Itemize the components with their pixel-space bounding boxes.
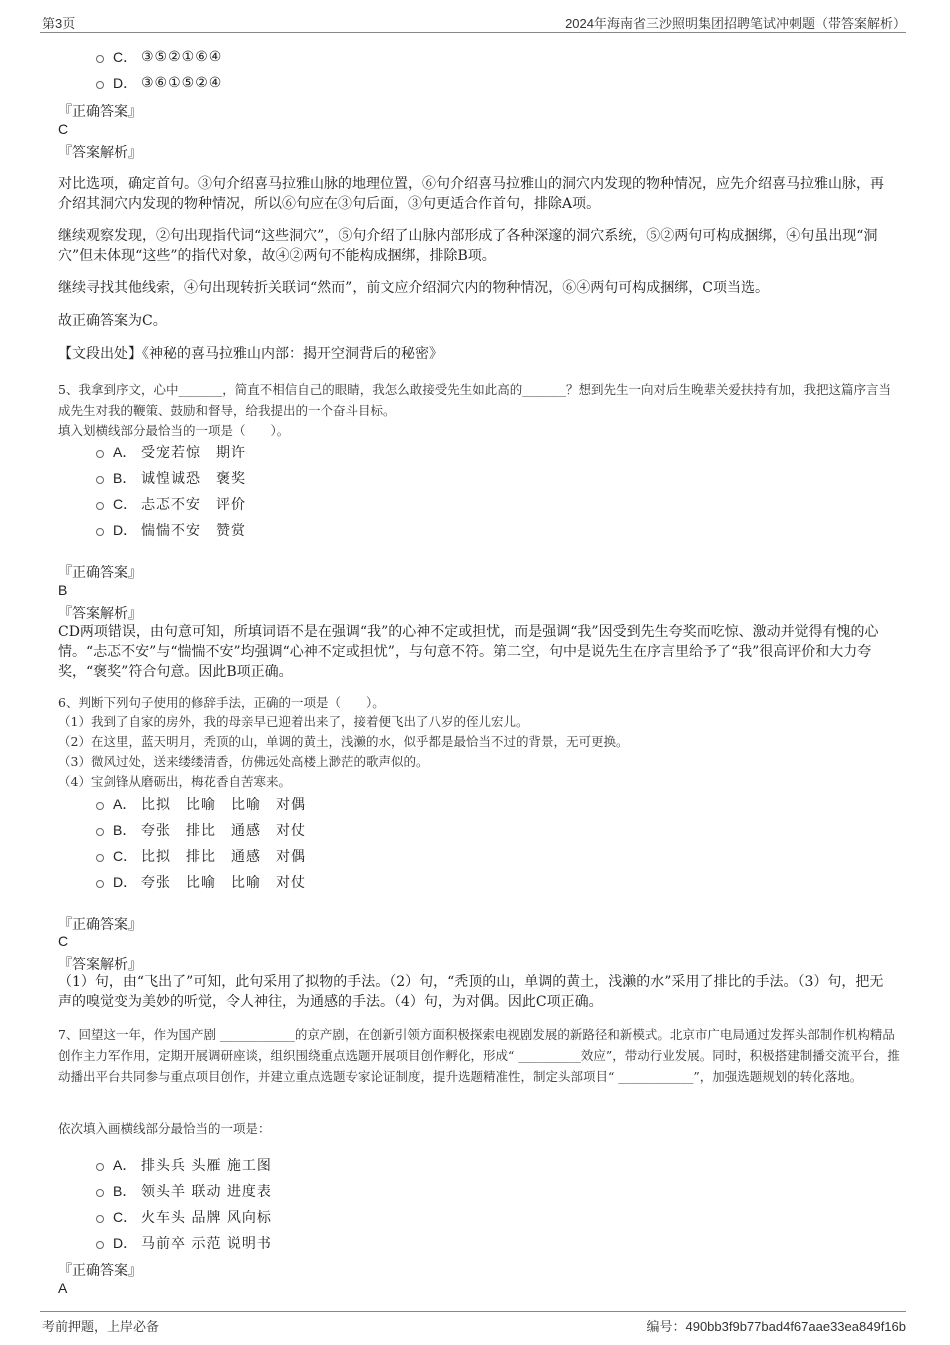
radio-icon[interactable] xyxy=(96,502,104,510)
q5-option-a[interactable]: A． 受宠若惊 期许 xyxy=(96,442,246,462)
radio-icon[interactable] xyxy=(96,55,104,63)
q7-option-b[interactable]: B． 领头羊 联动 进度表 xyxy=(96,1181,272,1201)
correct-answer-value: C xyxy=(58,121,69,137)
analysis-label: 『答案解析』 xyxy=(58,145,142,161)
header-rule xyxy=(40,32,906,33)
q5-instruction: 填入划横线部分最恰当的一项是（ ）。 xyxy=(58,423,290,438)
correct-answer-label: 『正确答案』 xyxy=(58,1263,142,1279)
q4-analysis-paragraph: 对比选项，确定首句。③句介绍喜马拉雅山脉的地理位置，⑥句介绍喜马拉雅山的洞穴内发现的物种情况，应先介绍喜马拉雅山脉，再介绍其洞穴内发现的物种情况，所以⑥句应在③句后面，③句更适合作首句，排除A项。 xyxy=(58,176,884,212)
correct-answer-value: C xyxy=(58,933,69,949)
q4-source: 【文段出处】《神秘的喜马拉雅山内部：揭开空洞背后的秘密》 xyxy=(58,346,443,362)
q6-sentence: （3）微风过处，送来缕缕清香，仿佛远处高楼上渺茫的歌声似的。 xyxy=(58,754,429,769)
radio-icon[interactable] xyxy=(96,1215,104,1223)
q4-analysis-paragraph: 继续寻找其他线索，④句出现转折关联词“然而”，前文应介绍洞穴内的物种情况，⑥④两句可构成捆绑，C项当选。 xyxy=(58,280,770,296)
q7-option-a[interactable]: A． 排头兵 头雁 施工图 xyxy=(96,1155,272,1175)
q5-option-c[interactable]: C． 忐忑不安 评价 xyxy=(96,494,246,514)
footer-slogan: 考前押题，上岸必备 xyxy=(42,1319,160,1334)
document-id: 编号：490bb3f9b77bad4f67aae33ea849f16b xyxy=(646,1319,906,1334)
footer-rule xyxy=(40,1311,906,1312)
analysis-label: 『答案解析』 xyxy=(58,606,142,622)
document-title: 2024年海南省三沙照明集团招聘笔试冲刺题（带答案解析） xyxy=(565,16,906,31)
radio-icon[interactable] xyxy=(96,450,104,458)
q4-option-d[interactable]: D． ③⑥①⑤②④ xyxy=(96,73,222,93)
correct-answer-label: 『正确答案』 xyxy=(58,565,142,581)
q4-analysis-paragraph: 故正确答案为C。 xyxy=(58,313,167,329)
q6-option-d[interactable]: D． 夸张 比喻 比喻 对仗 xyxy=(96,872,306,892)
analysis-label: 『答案解析』 xyxy=(58,957,142,973)
q5-option-b[interactable]: B． 诚惶诚恐 褒奖 xyxy=(96,468,246,488)
radio-icon[interactable] xyxy=(96,1189,104,1197)
correct-answer-label: 『正确答案』 xyxy=(58,104,142,120)
q6-option-a[interactable]: A． 比拟 比喻 比喻 对偶 xyxy=(96,794,306,814)
radio-icon[interactable] xyxy=(96,1163,104,1171)
q6-sentence: （1）我到了自家的房外，我的母亲早已迎着出来了，接着便飞出了八岁的侄儿宏儿。 xyxy=(58,714,529,729)
correct-answer-value: A xyxy=(58,1280,68,1296)
q7-instruction: 依次填入画横线部分最恰当的一项是： xyxy=(58,1121,271,1136)
q6-option-c[interactable]: C． 比拟 排比 通感 对偶 xyxy=(96,846,306,866)
q7-stem: 7、回望这一年，作为国产剧 ____________的京产剧，在创新引领方面积极探索电视剧发展的新路径和新模式。北京市广电局通过发挥头部制作机构精品创作主力军作用，定期开展调研座谈，组织围绕重点选题开展项目创作孵化，形成“ __________效应”，带动行业发展。同时，积极搭建制播交流平台，推动播出平台共同参与重点项目创作，并建立重点选题专家论证制度，提升选题精准性，制定头部项目“ ____________”，加强选题规划的转化落地。 xyxy=(58,1027,900,1084)
radio-icon[interactable] xyxy=(96,81,104,89)
q6-sentence: （2）在这里，蓝天明月，秃顶的山，单调的黄土，浅濑的水，似乎都是最恰当不过的背景，无可更换。 xyxy=(58,734,629,749)
q7-option-d[interactable]: D． 马前卒 示范 说明书 xyxy=(96,1233,272,1253)
q4-analysis-paragraph: 继续观察发现，②句出现指代词“这些洞穴”，⑤句介绍了山脉内部形成了各种深邃的洞穴系统，⑤②两句可构成捆绑，④句虽出现“洞穴”但未体现“这些”的指代对象，故④②两句不能构成捆绑，排除B项。 xyxy=(58,228,878,264)
radio-icon[interactable] xyxy=(96,802,104,810)
q5-analysis: CD两项错误，由句意可知，所填词语不是在强调“我”的心神不定或担忧，而是强调“我”因受到先生夸奖而吃惊、激动并觉得有愧的心情。“忐忑不安”与“惴惴不安”均强调“心神不定或担忧”，与句意不符。第二空，句中是说先生在序言里给予了“我”很高评价和大力夸奖，“褒奖”符合句意。因此B项正确。 xyxy=(58,624,879,680)
radio-icon[interactable] xyxy=(96,854,104,862)
correct-answer-label: 『正确答案』 xyxy=(58,917,142,933)
page-number: 第3页 xyxy=(42,16,76,31)
radio-icon[interactable] xyxy=(96,1241,104,1249)
radio-icon[interactable] xyxy=(96,828,104,836)
q6-analysis: （1）句，由“飞出了”可知，此句采用了拟物的手法。（2）句，“秃顶的山，单调的黄土，浅濑的水”采用了排比的手法。（3）句，把无声的嗅觉变为美妙的听觉，令人神往，为通感的手法。（4）句，为对偶。因此C项正确。 xyxy=(58,974,884,1010)
q5-option-d[interactable]: D． 惴惴不安 赞赏 xyxy=(96,520,246,540)
radio-icon[interactable] xyxy=(96,476,104,484)
q6-option-b[interactable]: B． 夸张 排比 通感 对仗 xyxy=(96,820,306,840)
q6-sentence: （4）宝剑锋从磨砺出，梅花香自苦寒来。 xyxy=(58,774,291,789)
q6-stem: 6、判断下列句子使用的修辞手法，正确的一项是（ ）。 xyxy=(58,695,385,710)
q5-stem: 5、我拿到序文，心中_______，简直不相信自己的眼睛，我怎么敢接受先生如此高的_______？想到先生一向对后生晚辈关爱扶持有加，我把这篇序言当成先生对我的鞭策、鼓励和督导，给我提出的一个奋斗目标。 xyxy=(58,382,891,418)
q4-option-c[interactable]: C． ③⑤②①⑥④ xyxy=(96,47,222,67)
radio-icon[interactable] xyxy=(96,880,104,888)
correct-answer-value: B xyxy=(58,582,68,598)
radio-icon[interactable] xyxy=(96,528,104,536)
q7-option-c[interactable]: C． 火车头 品牌 风向标 xyxy=(96,1207,272,1227)
